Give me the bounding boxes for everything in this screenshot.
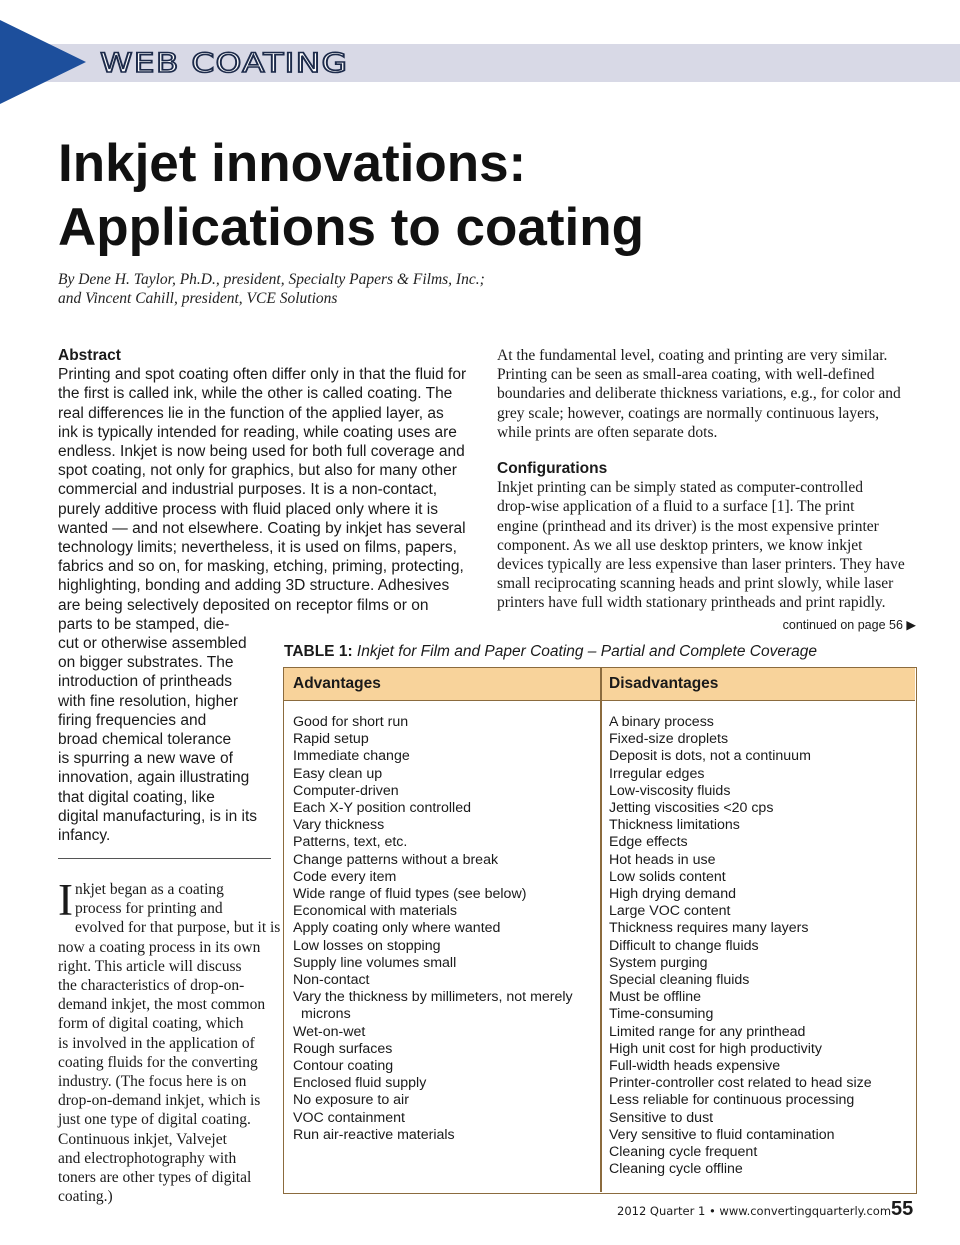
advantage-item: Contour coating (293, 1058, 394, 1075)
page-title (58, 132, 918, 260)
disadvantage-item: Thickness requires many layers (609, 920, 809, 937)
advantage-item: Vary thickness (293, 817, 385, 834)
advantage-item: Rough surfaces (293, 1040, 393, 1057)
advantage-item: Code every item (293, 868, 397, 885)
advantages-list (293, 714, 593, 989)
abstract-line: commercial and industrial purposes. It is a non-contact, (58, 481, 438, 499)
body-line: the characteristics of drop-on- (58, 977, 245, 995)
disadvantage-item: Edge effects (609, 834, 688, 851)
disadvantage-item: High drying demand (609, 886, 736, 903)
disadvantage-item: Deposit is dots, not a continuum (609, 748, 811, 765)
abstract-line: technology limits; nevertheless, it is used on films, papers, (58, 539, 457, 557)
abstract-line: ink is typically intended for reading, while coating uses are (58, 423, 457, 441)
advantage-item: Immediate change (293, 748, 410, 765)
disadvantages-list (609, 714, 909, 1178)
table (283, 667, 917, 1194)
abstract-line: broad chemical tolerance (58, 731, 232, 749)
disadvantage-item: Jetting viscosities <20 cps (609, 800, 774, 817)
right-column (497, 346, 922, 613)
body-line: now a coating process in its own (58, 938, 261, 956)
abstract-heading: Abstract (58, 347, 121, 364)
body-line: is involved in the application of (58, 1034, 255, 1052)
advantage-item: Enclosed fluid supply (293, 1075, 427, 1092)
body-line: nkjet began as a coating (75, 881, 224, 898)
column-divider (600, 668, 602, 1192)
abstract-line: parts to be stamped, die- (58, 615, 230, 633)
disadvantage-item: High unit cost for high productivity (609, 1040, 822, 1057)
body-line: just one type of digital coating. (58, 1111, 251, 1129)
abstract-line: Printing and spot coating often differ only in that the fluid for (58, 366, 467, 384)
advantages-column (293, 714, 593, 1144)
advantage-item: Wide range of fluid types (see below) (293, 886, 527, 903)
disadvantage-item: Cleaning cycle frequent (609, 1144, 758, 1161)
body-line: industry. (The focus here is on (58, 1073, 247, 1091)
advantage-item: Each X-Y position controlled (293, 800, 471, 817)
body-line: form of digital coating, which (58, 1015, 244, 1033)
body-line: toners are other types of digital (58, 1169, 252, 1187)
advantage-item: Run air-reactive materials (293, 1126, 455, 1143)
title-line-2: Applications to coating (58, 198, 644, 257)
byline-line-1: By Dene H. Taylor, Ph.D., president, Specialty Papers & Films, Inc.; (58, 271, 485, 288)
disadvantage-item: Low-viscosity fluids (609, 782, 731, 799)
disadvantage-item: Time-consuming (609, 1006, 714, 1023)
abstract-line: digital manufacturing, is in its (58, 807, 258, 825)
advantage-item: Easy clean up (293, 765, 383, 782)
configurations-heading: Configurations (497, 460, 608, 478)
intro-line: At the fundamental level, coating and printing are very similar. (497, 347, 888, 364)
disadvantage-item: Low solids content (609, 868, 726, 885)
footer (617, 1198, 917, 1222)
disadvantage-item: Hot heads in use (609, 851, 716, 868)
advantages-header: Advantages (293, 675, 381, 692)
header-triangle-icon (0, 20, 86, 104)
configurations-line: printers have full width stationary printheads and print rapidly. (497, 594, 886, 612)
table-caption-label: TABLE 1: (284, 643, 353, 660)
abstract-line: innovation, again illustrating (58, 769, 250, 787)
divider (58, 858, 271, 859)
disadvantages-header: Disadvantages (609, 675, 719, 692)
abstract-line: that digital coating, like (58, 788, 215, 806)
advantage-item: Good for short run (293, 714, 409, 730)
advantage-item: Supply line volumes small (293, 954, 457, 971)
table-caption (284, 642, 817, 662)
abstract-line: introduction of printheads (58, 673, 233, 691)
advantage-wrapped-line-2: microns (301, 1006, 351, 1023)
advantage-item-wrapped (293, 989, 593, 1023)
abstract-line: the first is called ink, while the other is called coating. The (58, 385, 453, 403)
body-line: demand inkjet, the most common (58, 996, 266, 1014)
body-line: and electrophotography with (58, 1149, 237, 1167)
abstract-line: on bigger substrates. The (58, 654, 234, 672)
advantage-item: Low losses on stopping (293, 937, 441, 954)
configurations-line: Inkjet printing can be simply stated as computer-controlled (497, 479, 863, 497)
body-line: evolved for that purpose, but it is (75, 919, 281, 937)
page-number: 55 (891, 1198, 914, 1220)
abstract-line: cut or otherwise assembled (58, 635, 247, 653)
configurations-line: devices typically are less expensive than laser printers. They have (497, 556, 905, 574)
abstract-line: fabrics and so on, for masking, etching, priming, protecting, (58, 558, 464, 576)
abstract-line: endless. Inkjet is now being used for both full coverage and (58, 443, 465, 461)
disadvantage-item: Fixed-size droplets (609, 731, 729, 748)
abstract-line: spot coating, not only for graphics, but also for many other (58, 462, 457, 480)
body-lines (58, 875, 281, 1206)
advantage-item: Apply coating only where wanted (293, 920, 501, 937)
disadvantage-item: A binary process (609, 714, 714, 730)
disadvantages-column (609, 714, 909, 1178)
abstract-line: wanted — and not elsewhere. Coating by inkjet has several (58, 519, 466, 537)
table-caption-text: Inkjet for Film and Paper Coating – Partial and Complete Coverage (356, 643, 817, 660)
intro-paragraph (497, 346, 922, 442)
disadvantage-item: Less reliable for continuous processing (609, 1092, 855, 1109)
body-text (58, 875, 281, 1206)
advantages-list-rest (293, 1024, 593, 1144)
configurations-line: engine (printhead and its driver) is the most expensive printer (497, 517, 879, 535)
abstract-line: infancy. (58, 827, 111, 845)
abstract-line: purely additive process with fluid placed only where it is (58, 500, 438, 518)
advantage-item: No exposure to air (293, 1092, 409, 1109)
disadvantage-item: Cleaning cycle offline (609, 1161, 743, 1178)
body-line: process for printing and (75, 900, 223, 918)
intro-line: grey scale; however, coatings are normally continuous layers, (497, 404, 880, 422)
disadvantage-item: Very sensitive to fluid contamination (609, 1126, 835, 1143)
abstract-line: firing frequencies and (58, 711, 207, 729)
advantage-item: Change patterns without a break (293, 851, 499, 868)
abstract-line: with fine resolution, higher (58, 692, 239, 710)
abstract-line: highlighting, bonding and adding 3D structure. Adhesives (58, 577, 450, 595)
body-line: drop-on-demand inkjet, which is (58, 1092, 261, 1110)
disadvantage-item: Difficult to change fluids (609, 937, 759, 954)
advantage-item: Non-contact (293, 972, 370, 989)
abstract-line: are being selectively deposited on receptor films or on (58, 596, 429, 614)
footer-text: 2012 Quarter 1 • www.convertingquarterly.com (617, 1204, 892, 1218)
advantage-item: Computer-driven (293, 782, 399, 799)
advantage-wrapped-line-1: Vary the thickness by millimeters, not merely (293, 989, 573, 1006)
intro-line: Printing can be seen as small-area coating, with well-defined (497, 366, 875, 384)
body-line: Continuous inkjet, Valvejet (58, 1130, 227, 1148)
continued-link[interactable]: continued on page 56 ▶ (782, 618, 916, 632)
disadvantage-item: Full-width heads expensive (609, 1058, 781, 1075)
configurations-line: small reciprocating scanning heads and print slowly, while laser (497, 575, 894, 593)
configurations-paragraph (497, 478, 922, 612)
disadvantage-item: Large VOC content (609, 903, 731, 920)
body-line: coating.) (58, 1188, 113, 1206)
advantage-item: VOC containment (293, 1109, 405, 1126)
disadvantage-item: Printer-controller cost related to head size (609, 1075, 872, 1092)
body-line: right. This article will discuss (58, 957, 242, 975)
disadvantage-item: System purging (609, 954, 708, 971)
advantage-item: Patterns, text, etc. (293, 834, 408, 851)
intro-line: while prints are often separate dots. (497, 423, 718, 441)
advantage-item: Wet-on-wet (293, 1023, 366, 1040)
disadvantage-item: Special cleaning fluids (609, 972, 750, 989)
intro-line: boundaries and deliberate thickness variations, e.g., for color and (497, 385, 901, 403)
byline (58, 270, 758, 308)
advantage-item: Rapid setup (293, 731, 369, 748)
abstract-line: real differences lie in the function of the applied layer, as (58, 404, 444, 422)
title-line-1: Inkjet innovations: (58, 134, 527, 193)
byline-line-2: and Vincent Cahill, president, VCE Solutions (58, 290, 338, 307)
disadvantage-item: Irregular edges (609, 765, 705, 782)
disadvantage-item: Sensitive to dust (609, 1109, 714, 1126)
section-label: WEB COATING (100, 48, 349, 79)
disadvantage-item: Must be offline (609, 989, 702, 1006)
abstract-line: is spurring a new wave of (58, 750, 233, 768)
advantage-item: Economical with materials (293, 903, 458, 920)
body-line: coating fluids for the converting (58, 1053, 258, 1071)
configurations-line: drop-wise application of a fluid to a surface [1]. The print (497, 498, 855, 516)
disadvantage-item: Limited range for any printhead (609, 1023, 806, 1040)
disadvantage-item: Thickness limitations (609, 817, 740, 834)
drop-cap: I (58, 875, 73, 925)
configurations-line: component. As we all use desktop printers, we know inkjet (497, 536, 863, 554)
